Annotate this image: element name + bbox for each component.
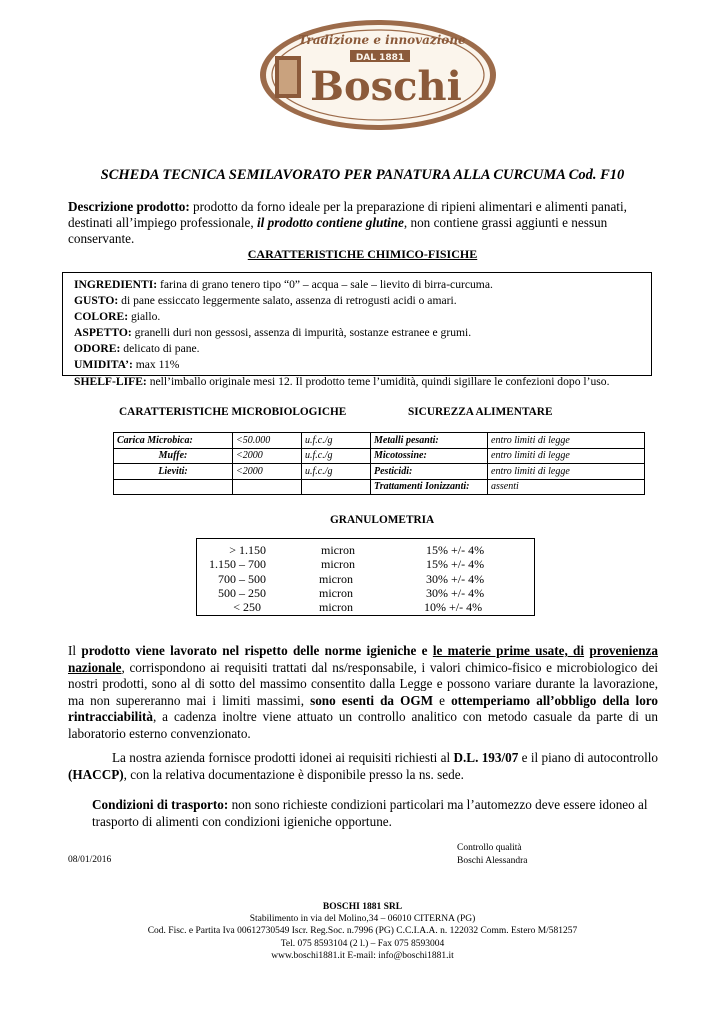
micro-heading: CARATTERISTICHE MICROBIOLOGICHE bbox=[119, 406, 347, 418]
granulometry-percent: 10% +/- 4% bbox=[424, 600, 483, 615]
haccp-paragraph: La nostra azienda fornisce prodotti idonei ai requisiti richiesti al D.L. 193/07 e il piano di autocontrollo (HACCP), con la relativa documentazione è disponibile presso la ns. sede. bbox=[68, 750, 658, 782]
footer-address: Stabilimento in via del Molino,34 – 06010 CITERNA (PG) bbox=[249, 914, 476, 925]
footer-phone: Tel. 075 8593104 (2 l.) – Fax 075 8593004 bbox=[280, 938, 445, 949]
granulometry-unit: micron bbox=[321, 543, 355, 557]
boschi-logo bbox=[258, 18, 498, 132]
logo-brand: Boschi bbox=[310, 63, 462, 110]
granulometry-range: > 1.150 bbox=[229, 543, 266, 557]
document-title: SCHEDA TECNICA SEMILAVORATO PER PANATURA ALLA CURCUMA Cod. F10 bbox=[100, 167, 625, 183]
chem-row: INGREDIENTI: farina di grano tenero tipo “0” – acqua – sale – lievito di birra-curcuma. bbox=[74, 278, 493, 291]
granulometry-unit: micron bbox=[319, 571, 353, 586]
chem-row: GUSTO: di pane essiccato leggermente salato, assenza di retrogusti acidi o amari. bbox=[74, 294, 457, 308]
granulometry-range: 700 – 500 bbox=[218, 571, 266, 586]
granulometry-heading: GRANULOMETRIA bbox=[330, 514, 435, 526]
footer-company: BOSCHI 1881 SRL bbox=[322, 902, 403, 912]
granulometry-table bbox=[196, 538, 535, 616]
micro-table bbox=[113, 432, 645, 495]
footer bbox=[0, 901, 725, 962]
quality-control bbox=[457, 842, 527, 867]
description-text-1: prodotto da forno ideale per la preparazione di ripieni alimentari e alimenti panati, destinati all’impiego professionale, bbox=[68, 199, 627, 230]
chem-heading: CARATTERISTICHE CHIMICO-FISICHE bbox=[247, 247, 478, 261]
granulometry-unit: micron bbox=[321, 557, 355, 572]
granulometry-percent: 30% +/- 4% bbox=[426, 585, 485, 600]
granulometry-range: < 250 bbox=[233, 600, 261, 615]
chem-row: SHELF-LIFE: nell’imballo originale mesi 12. Il prodotto teme l’umidità, quindi sigillare le confezioni dopo l’uso. bbox=[74, 374, 610, 388]
gluten-warning: il prodotto contiene glutine bbox=[256, 215, 404, 230]
process-paragraph: Il prodotto viene lavorato nel rispetto delle norme igieniche e le materie prime usate, di provenienza nazionale, corrispondono ai requisiti trattati dal ns/responsabile, i valori chimico-fisico e microbiologico dei nostri prodotti, sono al di sotto del massimo consentito dalla Legge e possono variare durante la lavorazione, ma non supereranno mai i limiti massimi, sono esenti da OGM e ottemperiamo all’obbligo della loro rintracciabilità, a cadenza inoltre viene attuato un controllo analitico con metodo casuale da parte di un laboratorio esterno convenzionato. bbox=[68, 643, 659, 741]
chem-row: ODORE: delicato di pane. bbox=[74, 342, 200, 356]
granulometry-percent: 15% +/- 4% bbox=[426, 543, 485, 557]
logo-tagline: Tradizione e innovazione bbox=[298, 33, 466, 47]
quality-signer: Boschi Alessandra bbox=[457, 855, 528, 866]
logo-since: DAL 1881 bbox=[355, 53, 405, 63]
chem-row: COLORE: giallo. bbox=[74, 310, 161, 324]
granulometry-range: 1.150 – 700 bbox=[209, 557, 266, 572]
granulometry-percent: 30% +/- 4% bbox=[426, 571, 485, 586]
footer-registry: Cod. Fisc. e Partita Iva 00612730549 Iscr. Reg.Soc. n.7996 (PG) C.C.I.A.A. n. 122032 Comm. Estero M/581257 bbox=[147, 926, 578, 937]
footer-web: www.boschi1881.it E-mail: info@boschi1881.it bbox=[271, 950, 454, 961]
table-row: Trattamenti Ionizzanti: assenti bbox=[114, 479, 645, 495]
table-row: Muffe: <2000 u.f.c./g Micotossine: entro limiti di legge bbox=[114, 448, 645, 464]
chem-row: ASPETTO: granelli duri non gessosi, assenza di impurità, sostanze estranee e grumi. bbox=[74, 326, 472, 340]
document-date: 08/01/2016 bbox=[68, 855, 112, 865]
chem-box bbox=[62, 272, 652, 388]
transport-conditions: Condizioni di trasporto: non sono richieste condizioni particolari ma l’automezzo deve essere idoneo al trasporto di alimenti con condizioni igieniche opportune. bbox=[92, 797, 648, 829]
table-row: Carica Microbica: <50.000 u.f.c./g Metalli pesanti: entro limiti di legge bbox=[114, 433, 645, 449]
granulometry-unit: micron bbox=[319, 585, 353, 600]
safety-heading: SICUREZZA ALIMENTARE bbox=[408, 406, 553, 418]
description-label: Descrizione prodotto: bbox=[68, 199, 190, 214]
chem-row: UMIDITA’: max 11% bbox=[74, 358, 180, 372]
transport-label: Condizioni di trasporto: bbox=[92, 797, 229, 812]
granulometry-unit: micron bbox=[319, 600, 353, 615]
product-description bbox=[68, 199, 658, 247]
granulometry-percent: 15% +/- 4% bbox=[426, 557, 485, 572]
granulometry-range: 500 – 250 bbox=[218, 585, 266, 600]
description-text-2: , non contiene grassi aggiunti e nessun conservante. bbox=[68, 215, 608, 246]
quality-title: Controllo qualità bbox=[457, 843, 522, 853]
table-row: Lieviti: <2000 u.f.c./g Pesticidi: entro limiti di legge bbox=[114, 464, 645, 480]
